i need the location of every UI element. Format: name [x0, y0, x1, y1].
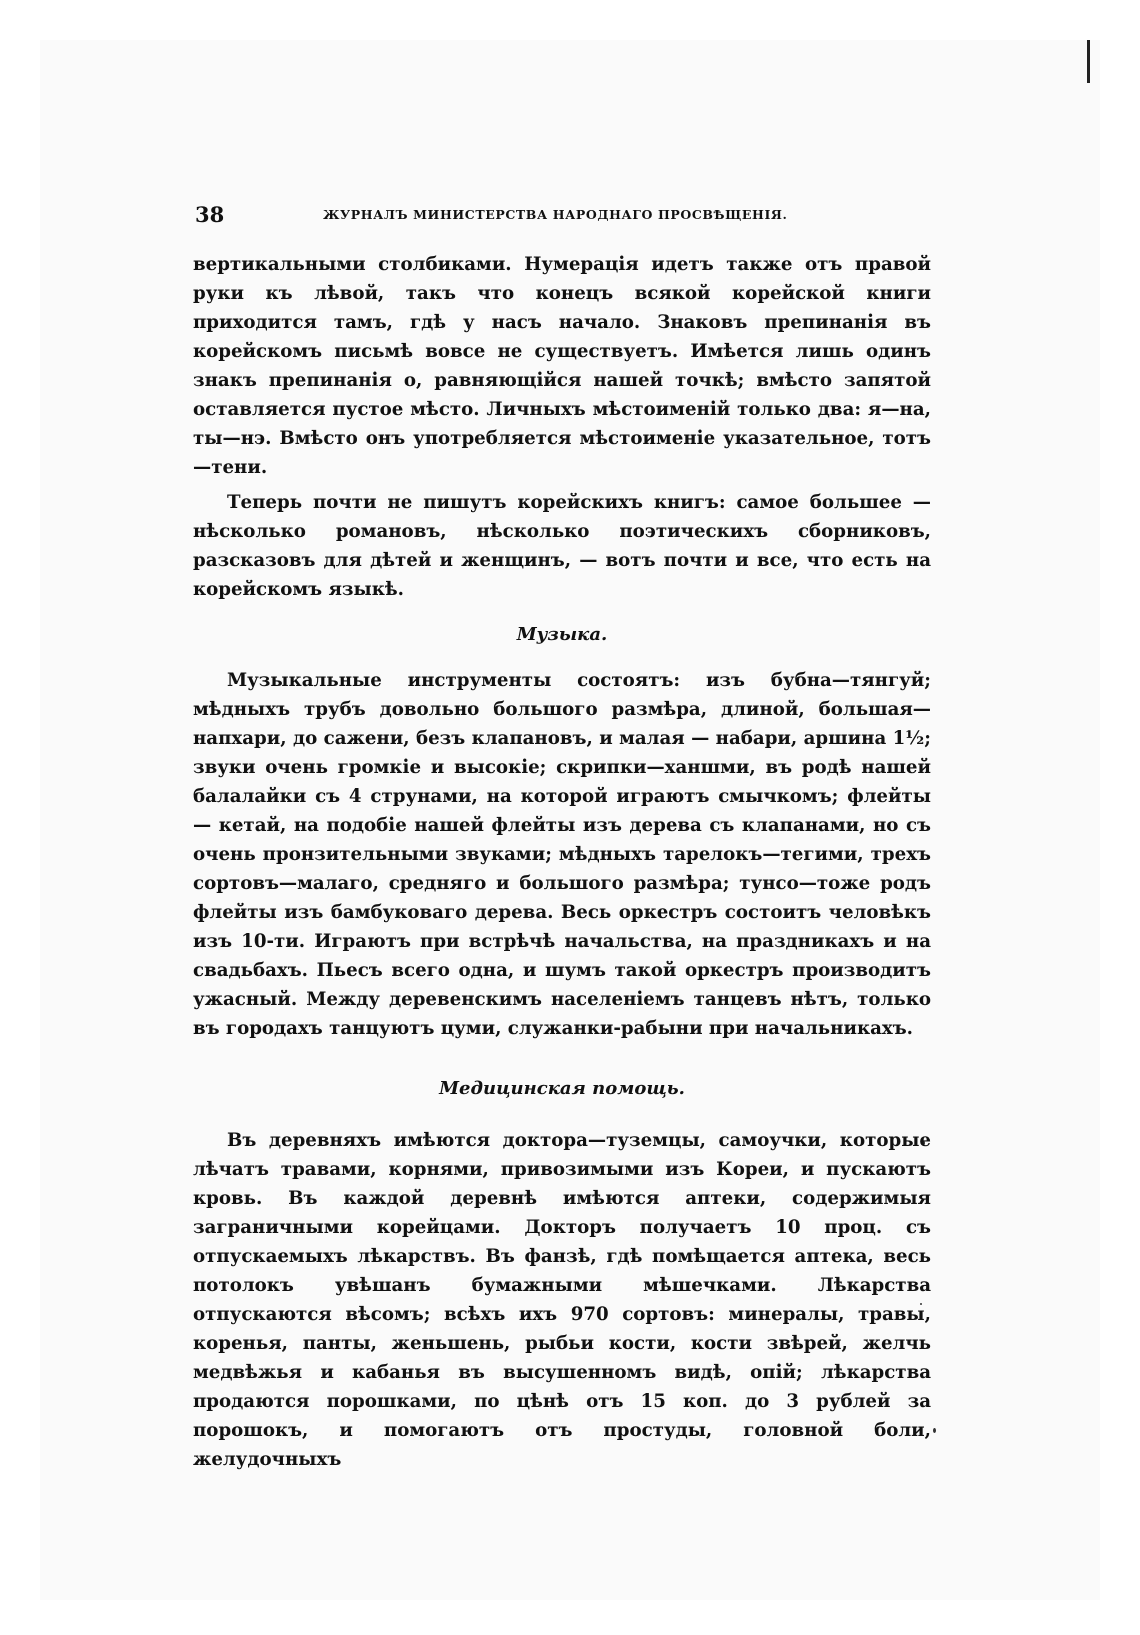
body-text: [193, 250, 931, 1474]
page-number: 38: [195, 202, 225, 227]
page-header: [195, 200, 930, 230]
section-heading-music: Музыка.: [516, 624, 608, 645]
running-title: ЖУРНАЛЪ МИНИСТЕРСТВА НАРОДНАГО ПРОСВѢЩЕНІЯ.: [323, 207, 788, 222]
paragraph-writing-continued: вертикальными столбиками. Нумерація идетъ также отъ правой руки къ лѣвой, такъ что конецъ всякой корейской книги приходится тамъ, гдѣ у насъ начало. Знаковъ препинанія въ корейскомъ письмѣ вовсе не существуетъ. Имѣется лишь одинъ знакъ препинанія о, равняющійся нашей точкѣ; вмѣсто запятой оставляется пустое мѣсто. Личныхъ мѣстоименій только два: я—на, ты—нэ. Вмѣсто онъ употребляется мѣстоименіе указательное, тотъ—тени.: [193, 254, 931, 478]
scan-edge-mark: [1087, 40, 1090, 83]
paragraph-books: Теперь почти не пишутъ корейскихъ книгъ: самое большее — нѣсколько романовъ, нѣсколько поэтическихъ сборниковъ, разсказовъ для дѣтей и женщинъ, — вотъ почти и все, что есть на корейскомъ языкѣ.: [193, 492, 931, 600]
paragraph-music: Музыкальные инструменты состоятъ: изъ бубна—тянгуй; мѣдныхъ трубъ довольно большого размѣра, длиной, большая—напхари, до сажени, безъ клапановъ, и малая — набари, аршина 1½; звуки очень громкіе и высокіе; скрипки—ханшми, въ родѣ нашей балалайки съ 4 струнами, на которой играютъ смычкомъ; флейты — кетай, на подобіе нашей флейты изъ дерева съ клапанами, но съ очень пронзительными звуками; мѣдныхъ тарелокъ—тегими, трехъ сортовъ—малаго, средняго и большого размѣра; тунсо—тоже родъ флейты изъ бамбуковаго дерева. Весь оркестръ состоитъ человѣкъ изъ 10-ти. Играютъ при встрѣчѣ начальства, на праздникахъ и на свадьбахъ. Пьесъ всего одна, и шумъ такой оркестръ производитъ ужасный. Между деревенскимъ населеніемъ танцевъ нѣтъ, только въ городахъ танцуютъ цуми, служанки-рабыни при начальникахъ.: [193, 670, 931, 1039]
section-heading-medicine: Медицинская помощь.: [439, 1078, 685, 1099]
paragraph-medicine: Въ деревняхъ имѣются доктора—туземцы, самоучки, которые лѣчатъ травами, корнями, привозимыми изъ Кореи, и пускаютъ кровь. Въ каждой деревнѣ имѣются аптеки, содержимыя заграничными корейцами. Докторъ получаетъ 10 проц. съ отпускаемыхъ лѣкарствъ. Въ фанзѣ, гдѣ помѣщается аптека, весь потолокъ увѣшанъ бумажными мѣшечками. Лѣкарства отпускаются вѣсомъ; всѣхъ ихъ 970 сортовъ: минералы, травы, коренья, панты, женьшень, рыбьи кости, кости звѣрей, желчь медвѣжья и кабанья въ высушенномъ видѣ, опій; лѣкарства продаются порошками, по цѣнѣ отъ 15 коп. до 3 рублей за порошокъ, и помогаютъ отъ простуды, головной боли, желудочныхъ: [193, 1130, 931, 1470]
scan-speck: [933, 1428, 936, 1433]
